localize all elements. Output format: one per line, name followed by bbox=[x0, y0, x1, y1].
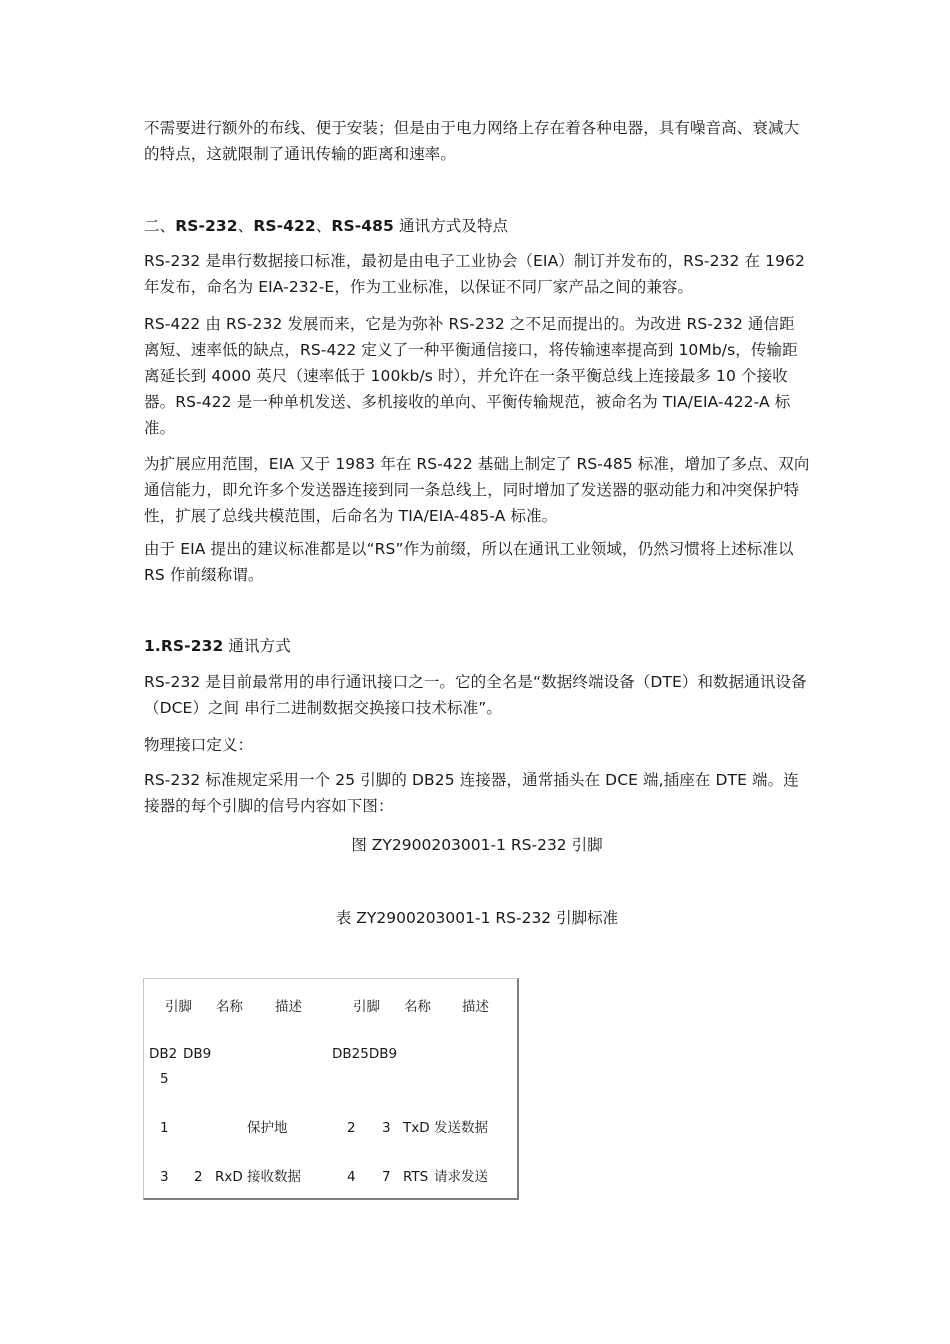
heading-rs485: RS-485 bbox=[331, 217, 394, 235]
table-caption: 表 ZY2900203001-1 RS-232 引脚标准 bbox=[335, 909, 619, 927]
subheader-db25-left: DB2 bbox=[149, 1046, 178, 1062]
heading-rs232: RS-232 bbox=[175, 217, 238, 235]
row1-desc-right: 发送数据 bbox=[434, 1120, 488, 1136]
header-name-right: 名称 bbox=[404, 999, 431, 1015]
heading-sep-2: 、 bbox=[315, 217, 332, 235]
row1-name-right: TxD bbox=[403, 1120, 430, 1136]
heading-sep-1: 、 bbox=[237, 217, 254, 235]
row1-desc-left: 保护地 bbox=[247, 1120, 288, 1136]
subheader-db25db9-right: DB25DB9 bbox=[332, 1046, 398, 1062]
row2-desc-left: 接收数据 bbox=[247, 1169, 301, 1185]
subheader-db9-left: DB9 bbox=[183, 1046, 212, 1062]
heading-rs422: RS-422 bbox=[253, 217, 316, 235]
paragraph-rs232-definition: RS-232 是目前最常用的串行通讯接口之一。它的全名是“数据终端设备（DTE）和数据通讯设备（DCE）之间 串行二进制数据交换接口技术标准”。 bbox=[144, 673, 807, 717]
pin-standard-table bbox=[143, 978, 519, 1200]
row2-name-right: RTS bbox=[403, 1169, 429, 1185]
figure-caption: 图 ZY2900203001-1 RS-232 引脚 bbox=[351, 836, 603, 854]
heading-rs232-number: 1.RS-232 bbox=[144, 637, 224, 655]
paragraph-db25-connector: RS-232 标准规定采用一个 25 引脚的 DB25 连接器，通常插头在 DCE 端,插座在 DTE 端。连接器的每个引脚的信号内容如下图： bbox=[144, 771, 799, 815]
section-heading-rs-standards bbox=[144, 213, 810, 239]
subheader-db25-left-wrap: 5 bbox=[160, 1071, 169, 1087]
row2-db25-left: 3 bbox=[160, 1169, 169, 1185]
row2-db9-right: 7 bbox=[382, 1169, 391, 1185]
paragraph-rs232-intro: RS-232 是串行数据接口标准，最初是由电子工业协会（EIA）制订并发布的，RS-232 在 1962 年发布，命名为 EIA-232-E，作为工业标准，以保证不同厂家产品之间的兼容。 bbox=[144, 252, 805, 296]
row2-db25-right: 4 bbox=[347, 1169, 356, 1185]
row1-db9-right: 3 bbox=[382, 1120, 391, 1136]
heading-prefix: 二、 bbox=[144, 217, 176, 235]
header-desc-left: 描述 bbox=[275, 999, 302, 1015]
row1-db25-right: 2 bbox=[347, 1120, 356, 1136]
row2-desc-right: 请求发送 bbox=[434, 1169, 488, 1185]
paragraph-rs485: 为扩展应用范围，EIA 又于 1983 年在 RS-422 基础上制定了 RS-485 标准，增加了多点、双向通信能力，即允许多个发送器连接到同一条总线上，同时增加了发送器的驱动能力和冲突保护特性，扩展了总线共模范围，后命名为 TIA/EIA-485-A 标准。 bbox=[144, 455, 810, 525]
header-pin-left: 引脚 bbox=[165, 999, 192, 1015]
row2-name-left: RxD bbox=[215, 1169, 243, 1185]
paragraph-rs422: RS-422 由 RS-232 发展而来，它是为弥补 RS-232 之不足而提出的。为改进 RS-232 通信距离短、速率低的缺点，RS-422 定义了一种平衡通信接口，将传输速率提高到 10Mb/s，传输距离延长到 4000 英尺（速率低于 100kb/s 时），并允许在一条平衡总线上连接最多 10 个接收器。RS-422 是一种单机发送、多机接收的单向、平衡传输规范，被命名为 TIA/EIA-422-A 标准。 bbox=[144, 315, 798, 437]
section-heading-rs232-mode bbox=[144, 633, 810, 659]
row1-db25-left: 1 bbox=[160, 1120, 169, 1136]
heading-rs232-suffix: 通讯方式 bbox=[223, 637, 291, 655]
header-name-left: 名称 bbox=[216, 999, 243, 1015]
row2-db9-left: 2 bbox=[194, 1169, 203, 1185]
header-desc-right: 描述 bbox=[462, 999, 489, 1015]
paragraph-rs-prefix: 由于 EIA 提出的建议标准都是以“RS”作为前缀，所以在通讯工业领域，仍然习惯将上述标准以 RS 作前缀称谓。 bbox=[144, 540, 794, 584]
paragraph-power-line: 不需要进行额外的布线、便于安装；但是由于电力网络上存在着各种电器，具有噪音高、衰减大的特点，这就限制了通讯传输的距离和速率。 bbox=[144, 119, 800, 163]
paragraph-physical-interface: 物理接口定义： bbox=[144, 736, 254, 754]
header-pin-right: 引脚 bbox=[353, 999, 380, 1015]
heading-suffix: 通讯方式及特点 bbox=[393, 217, 509, 235]
